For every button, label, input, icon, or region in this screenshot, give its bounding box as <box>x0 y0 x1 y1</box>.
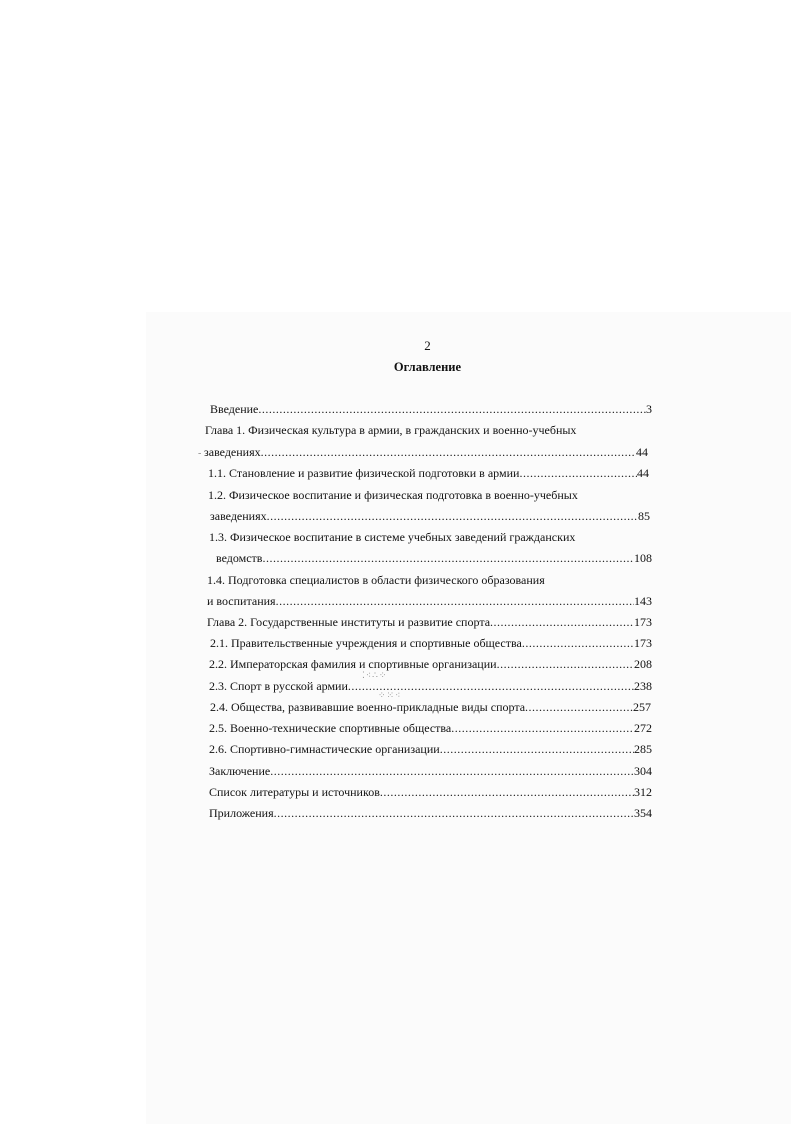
page-title: Оглавление <box>393 360 462 374</box>
toc-entry-label: Введение <box>210 402 259 416</box>
toc-leader-dots <box>270 764 634 778</box>
toc-entry-label: Заключение <box>209 764 271 778</box>
toc-entry-chapter1 <box>204 445 648 459</box>
toc-entry-label: Приложения <box>209 806 274 820</box>
toc-entry-page: 85 <box>638 509 650 523</box>
toc-entry-page: 108 <box>634 551 652 565</box>
toc-entry-1-3-line1: 1.3. Физическое воспитание в системе учебных заведений гражданских <box>209 530 576 544</box>
toc-leader-dots <box>276 594 634 608</box>
toc-entry-page: 173 <box>634 615 652 629</box>
toc-leader-dots <box>380 785 634 799</box>
scan-artifact: ‐ <box>198 448 203 459</box>
toc-entry-page: 312 <box>634 785 652 799</box>
toc-entry-1-4-line1: 1.4. Подготовка специалистов в области физического образования <box>207 573 545 587</box>
page-number: 2 <box>424 338 431 353</box>
toc-entry-page: 354 <box>634 806 652 820</box>
toc-entry-page: 44 <box>637 466 649 480</box>
toc-entry-2-4 <box>210 700 651 714</box>
toc-leader-dots <box>274 806 634 820</box>
toc-leader-dots <box>261 445 636 459</box>
toc-entry-2-3 <box>209 679 652 693</box>
toc-leader-dots <box>525 700 633 714</box>
toc-leader-dots <box>440 742 634 756</box>
toc-entry-1-2 <box>210 509 650 523</box>
toc-entry-label: заведениях <box>210 509 267 523</box>
toc-entry-label: 1.1. Становление и развитие физической подготовки в армии <box>208 466 520 480</box>
toc-entry-label: 2.6. Спортивно-гимнастические организации <box>209 742 440 756</box>
scan-artifact: ⁚⁖∴⁘ <box>362 670 388 680</box>
toc-entry-page: 257 <box>633 700 651 714</box>
toc-entry-chapter2 <box>207 615 652 629</box>
toc-leader-dots <box>262 551 634 565</box>
toc-entry-page: 238 <box>634 679 652 693</box>
scan-artifact: ⁘⁙⁖ <box>378 690 402 700</box>
toc-leader-dots <box>490 615 634 629</box>
toc-entry-bibliography <box>209 785 652 799</box>
toc-entry-page: 3 <box>646 402 652 416</box>
toc-entry-page: 173 <box>634 636 652 650</box>
toc-entry-label: 2.1. Правительственные учреждения и спортивные общества <box>210 636 522 650</box>
toc-entry-label: Глава 2. Государственные институты и развитие спорта <box>207 615 491 629</box>
toc-entry-2-2 <box>209 657 652 671</box>
toc-leader-dots <box>522 636 634 650</box>
toc-entry-2-1 <box>210 636 652 650</box>
toc-entry-label: 2.2. Императорская фамилия и спортивные организации <box>209 657 497 671</box>
toc-leader-dots <box>451 721 634 735</box>
toc-entry-chapter1-line1: Глава 1. Физическая культура в армии, в гражданских и военно-учебных <box>205 423 577 437</box>
toc-entry-introduction <box>210 402 652 416</box>
toc-entry-label: Список литературы и источников <box>209 785 380 799</box>
toc-leader-dots <box>267 509 638 523</box>
toc-entry-1-4 <box>207 594 652 608</box>
toc-entry-page: 44 <box>636 445 648 459</box>
toc-entry-conclusion <box>209 764 652 778</box>
toc-entry-label: 2.3. Спорт в русской армии <box>209 679 348 693</box>
toc-entry-page: 143 <box>634 594 652 608</box>
toc-entry-page: 272 <box>634 721 652 735</box>
toc-leader-dots <box>497 657 634 671</box>
toc-leader-dots <box>258 402 646 416</box>
toc-entry-2-5 <box>209 721 652 735</box>
toc-entry-1-2-line1: 1.2. Физическое воспитание и физическая подготовка в военно-учебных <box>208 488 578 502</box>
toc-entry-1-1 <box>208 466 649 480</box>
toc-entry-label: ведомств <box>216 551 263 565</box>
toc-entry-2-6 <box>209 742 652 756</box>
toc-entry-page: 208 <box>634 657 652 671</box>
toc-entry-page: 285 <box>634 742 652 756</box>
toc-entry-label: и воспитания <box>207 594 276 608</box>
toc-entry-label: заведениях <box>204 445 261 459</box>
toc-entry-appendices <box>209 806 652 820</box>
toc-entry-page: 304 <box>634 764 652 778</box>
toc-entry-label: 2.4. Общества, развивавшие военно-прикладные виды спорта <box>210 700 526 714</box>
toc-leader-dots <box>519 466 637 480</box>
toc-entry-label: 2.5. Военно-технические спортивные общества <box>209 721 452 735</box>
toc-entry-1-3 <box>216 551 652 565</box>
